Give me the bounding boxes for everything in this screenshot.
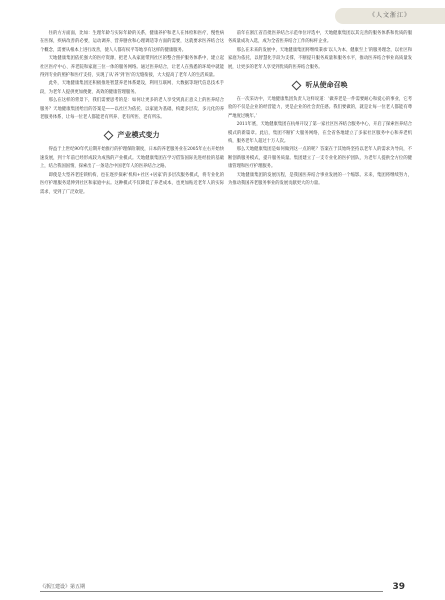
section-heading-text: 听从使命召唤 — [305, 80, 348, 90]
body-paragraph: 即使是大型养老连锁机构，也在逐步探索‘机构+社区+居家’的多层次服务模式，将专业化的医疗护理服务延伸到社区和家庭中去。这种模式不仅降低了养老成本，也更加贴近老年人的实际需求，受到了广泛欢迎。 — [40, 172, 224, 195]
body-paragraph: 在一次采访中，天地健康集团负责人这样说道：‘做养老是一件需要耐心和爱心的事业，它考验的不仅是企业的经营能力，更是企业的社会责任感。我们要做的，就是让每一位老人都能有尊严地度过晚年。’ — [228, 97, 412, 119]
section-heading — [228, 80, 412, 90]
diamond-icon — [291, 80, 301, 90]
section-heading — [40, 130, 224, 140]
body-paragraph: 得益于上世纪90年代后期开始推行的护理保险制度，日本的养老服务业在2005年左右开始快速发展，到十年前已经形成较为成熟的产业模式。天地健康集团在学习借鉴国际先进经验的基础上，结合我国国情，探索出了一条适合中国老年人的医养结合之路。 — [40, 147, 224, 170]
body-paragraph: 2011年底，天地健康集团在杭州开设了第一家社区医养结合服务中心，开启了探索医养结合模式的新篇章。此后，集团不断扩大服务网络，在全省各地建立了多家社区服务中心和养老机构，服务老年人超过十万人次。 — [228, 122, 412, 145]
body-paragraph: 那么在这样的背景下，我们需要思考的是：如何让更多的老人享受到真正意义上的医养结合服务？天地健康集团给出的答案是——以社区为依托、以家庭为基础，构建多层次、多元化的养老服务体系，让每一位老人都能老有所养、老有所医、老有所乐。 — [40, 98, 224, 121]
footer-divider — [40, 591, 383, 592]
section-heading-text: 产业模式变力 — [117, 130, 160, 140]
body-paragraph: 此外，天地健康集团还积极推进智慧养老体系建设，利用互联网、大数据等现代信息技术手段，为老年人提供更加便捷、高效的健康管理服务。 — [40, 81, 224, 95]
page-number: 39 — [392, 582, 405, 592]
body-paragraph: 天地健康集团依托强大的医疗资源，把老人从家庭带到社区的整合照护服务体系中，建立起社区医疗中心、养老院和家庭三位一体的服务网络。通过医养结合，让老人在熟悉的环境中就能得到专业的照护和医疗支持，实现了从‘养’到‘医’的无缝衔接，大大提高了老年人的生活质量。 — [40, 56, 224, 79]
body-paragraph: 前年在浙江省首批医养结合示范单位评选中，天地健康集团以其完善的服务体系和优质的服务质量成功入选，成为全省医养结合工作的标杆企业。 — [228, 31, 412, 45]
body-paragraph: 住的方方面面，比如：生理年龄与实际年龄的关系，健康养护和老人在体检和医疗，慢性病在医保，疾病改善的必要，运动调养、营养膳食和心理调适等方面的需要，这就要求医养结合这个概念，需要从根本上进行改善，使人人都有权平等地享有这样的健康服务。 — [40, 31, 224, 53]
diamond-icon — [103, 131, 113, 141]
journal-name: 《浙江建设》第五期 — [40, 584, 86, 590]
body-paragraph: 那么天地健康集团是如何做到这一点的呢？答案在于其始终坚持以老年人的需求为导向，不断创新服务模式，提升服务质量。集团建立了一支专业化的医护团队，为老年人提供全方位的健康管理和医疗护理服务。 — [228, 147, 412, 170]
body-paragraph: 那么在未来的发展中，天地健康集团将继续秉承‘以人为本、健康至上’的服务理念，以社区和家庭为依托，以智慧化手段为支撑，不断提升服务质量和服务水平，推动医养结合事业高质量发展，让更多的老年人享受到优质的医养结合服务。 — [228, 47, 412, 70]
right-column — [228, 30, 412, 189]
section-header-tag: 《人文浙江》 — [335, 8, 445, 24]
body-paragraph: 天地健康集团的发展历程，是我国医养结合事业发展的一个缩影。未来，集团将继续努力，为推动我国养老服务事业的发展贡献更大的力量。 — [228, 172, 412, 187]
page-footer — [40, 578, 405, 592]
left-column — [40, 30, 224, 197]
